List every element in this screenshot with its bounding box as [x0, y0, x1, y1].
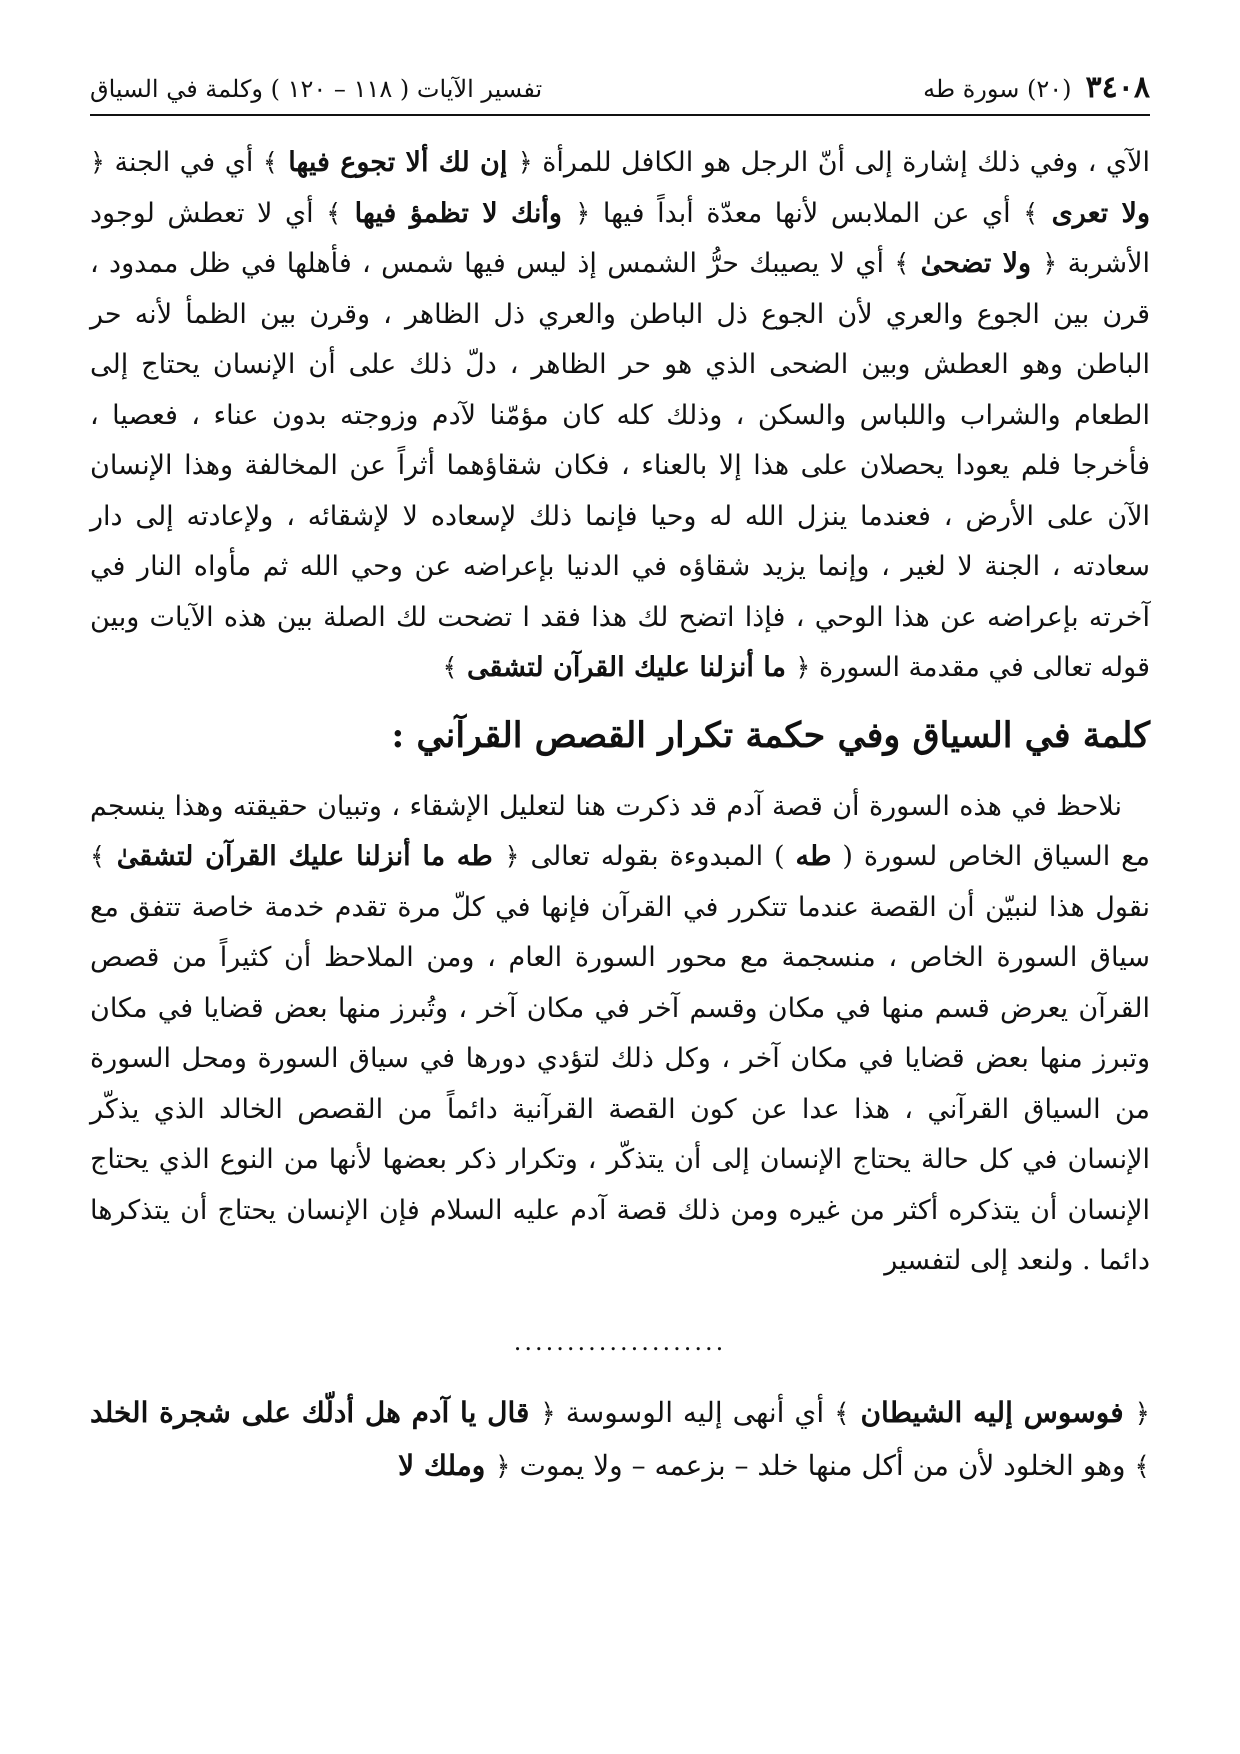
surah-title-bold: طه: [795, 841, 832, 872]
section-title: تفسير الآيات ( ١١٨ – ١٢٠ ) وكلمة في السياق: [90, 75, 543, 103]
running-header: [90, 70, 1150, 116]
text: وهو الخلود لأن من أكل منها خلد – بزعمه – ولا يموت: [519, 1448, 1126, 1482]
quran-verse: ﴿ ولا تضحىٰ ﴾: [894, 248, 1058, 279]
paragraph-2: [90, 782, 1150, 1287]
page-number: ٣٤٠٨: [1085, 70, 1150, 105]
surah-name: (٢٠) سورة طه: [923, 75, 1072, 103]
text: نقول هذا لنبيّن أن القصة عندما تتكرر في القرآن فإنها في كلّ مرة تقدم خدمة خاصة تتفق مع سياق السورة الخاص ، منسجمة مع محور السورة العام ، ومن الملاحظ أن كثيراً من قصص القرآن يعرض قسم منها في مكان وقسم آخر في مكان آخر ، وتُبرز منها بعض قضايا في مكان وتبرز منها بعض قضايا في مكان آخر ، وكل ذلك لتؤدي دورها في سياق السورة ومحل السورة من السياق القرآني ، هذا عدا عن كون القصة القرآنية دائماً من القصص الخالد الذي يذكّر الإنسان في كل حالة يحتاج الإنسان إلى أن يتذكّر ، وتكرار ذكر بعضها لأنها من النوع الذي يحتاج الإنسان أن يتذكره أكثر من غيره ومن ذلك قصة آدم عليه السلام فإن الإنسان يحتاج أن يتذكرها دائما . ولنعد إلى لتفسير: [90, 891, 1150, 1276]
paragraph-3: [90, 1387, 1150, 1493]
section-heading: كلمة في السياق وفي حكمة تكرار القصص القرآني :: [391, 714, 1150, 756]
quran-verse: ﴿ ما أنزلنا عليك القرآن لتشقى ﴾: [442, 652, 811, 683]
quran-verse: ﴿ طه ما أنزلنا عليك القرآن لتشقىٰ ﴾: [90, 841, 520, 872]
text: ) المبدوءة بقوله تعالى: [530, 841, 785, 872]
text: أي في الجنة: [114, 147, 254, 178]
text: أي لا يصيبك حرُّ الشمس إذ ليس فيها شمس ، فأهلها في ظل ممدود ، قرن بين الجوع والعري لأن الجوع ذل الباطن والعري ذل الظاهر ، وقرن بين الظمأ لأنه حر الباطن وهو العطش وبين الضحى الذي هو حر الظاهر ، دلّ ذلك على أن الإنسان يحتاج إلى الطعام والشراب واللباس والسكن ، وذلك كله كان مؤمّنا لآدم وزوجته بدون عناء ، فعصيا ، فأخرجا فلم يعودا يحصلان على هذا إلا بالعناء ، فكان شقاؤهما أثراً عن المخالفة وهذا الإنسان الآن على الأرض ، فعندما ينزل الله له وحيا فإنما ذلك لإسعاده لا لإشقائه ، ولإعادته إلى دار سعادته ، الجنة لا لغير ، وإنما يزيد شقاؤه في الدنيا بإعراضه عن وحي الله ثم مأواه النار في آخرته بإعراضه عن هذا الوحي ، فإذا اتضح لك هذا فقد ا تضحت لك الصلة بين هذه الآيات وبين قوله تعالى في مقدمة السورة: [90, 248, 1150, 683]
quran-verse: ﴿ وأنك لا تظمؤ فيها ﴾: [326, 197, 591, 229]
quran-verse: ﴿ وملك لا: [398, 1448, 511, 1482]
text: أي أنهى إليه الوسوسة: [565, 1395, 825, 1429]
text: نلاحظ في هذه السورة أن قصة آدم قد ذكرت هنا لتعليل الإشقاء ، وتبيان حقيقته وهذا ينسجم مع السياق الخاص لسورة (: [90, 790, 1151, 872]
book-page: [90, 70, 1150, 1720]
text: أي عن الملابس لأنها معدّة أبداً فيها: [602, 197, 1011, 229]
quran-verse: ﴿ قال يا آدم هل أدلّك على شجرة الخلد ﴾: [90, 1395, 1150, 1482]
header-right: [923, 70, 1150, 107]
quran-verse: ﴿ ولا تعرى ﴾: [90, 148, 1150, 229]
quran-verse: ﴿ فوسوس إليه الشيطان ﴾: [834, 1395, 1151, 1429]
paragraph-1: [90, 138, 1150, 694]
dotted-divider: ....................: [513, 1327, 727, 1356]
text: الآي ، وفي ذلك إشارة إلى أنّ الرجل هو الكافل للمرأة: [542, 147, 1150, 178]
text: أي لا تعطش لوجود الأشربة: [90, 197, 1150, 279]
quran-verse: ﴿ إن لك ألا تجوع فيها ﴾: [262, 147, 533, 178]
